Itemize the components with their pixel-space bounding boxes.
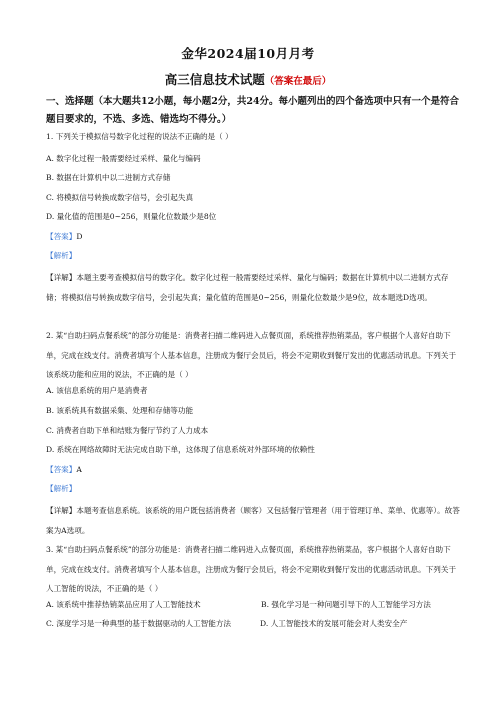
detail-text: 本题主要考查模拟信号的数字化。数字化过程一般需要经过采样、量化与编码；数据在计算机中以二进制方式存储；将模拟信号转换成数字信号，会引起失真；量化值的范围是0~256，则量化位数最少是9位，故本题选D选项。 xyxy=(46,273,449,302)
q3-option-b: B. 强化学习是一种问题引导下的人工智能学习方法 xyxy=(261,600,431,609)
page-title: 金华2024届10月月考 xyxy=(181,46,315,61)
q3-option-d: D. 人工智能技术的发展可能会对人类安全产 xyxy=(260,619,408,628)
page-subtitle xyxy=(0,70,496,88)
q2-analysis-tag: 【解析】 xyxy=(46,484,77,493)
q2-option-a: A. 该信息系统的用户是消费者 xyxy=(46,386,148,395)
q1-option-d: D. 量化值的范围是0~256，则量化位数最少是8位 xyxy=(46,212,217,221)
q1-option-c: C. 将模拟信号转换成数字信号，会引起失真 xyxy=(46,193,194,202)
q2-detail xyxy=(46,501,460,540)
q2-answer xyxy=(46,464,460,475)
q1-option-b: B. 数据在计算机中以二进制方式存储 xyxy=(46,173,171,182)
detail-tag: 【详解】 xyxy=(46,273,77,282)
q3-stem: 3. 某“自助扫码点餐系统”的部分功能是：消费者扫描二维码进入点餐页面，系统推荐热销菜品，客户根据个人喜好自助下单，完成在线支付。消费者填写个人基本信息，注册成为餐厅会员后，将会不定期收到餐厅发出的优惠活动讯息。下列关于人工智能的说法，不正确的是（ ） xyxy=(46,545,457,593)
q2-option-b: B. 该系统具有数据采集、处理和存储等功能 xyxy=(46,406,194,415)
q2-stem: 2. 某“自助扫码点餐系统”的部分功能是：消费者扫描二维码进入点餐页面，系统推荐热销菜品，客户根据个人喜好自助下单，完成在线支付。消费者填写个人基本信息，注册成为餐厅会员后，将会不定期收到餐厅发出的优惠活动讯息。下列关于该系统功能和应用的说法，不正确的是（ ） xyxy=(46,331,457,379)
answer-value: D xyxy=(76,232,83,241)
section-heading: 一、选择题（本大题共12小题，每小题2分，共24分。每小题列出的四个备选项中只有一个是符合题目要求的，不选、多选、错选均不得分。） xyxy=(46,96,460,125)
detail-text: 本题考查信息系统。该系统的用户既包括消费者（顾客）又包括餐厅管理者（用于管理订单、菜单、优惠等）。故答案为A选项。 xyxy=(46,506,460,535)
q1-analysis-tag: 【解析】 xyxy=(46,251,77,260)
q1-answer xyxy=(46,231,460,242)
answer-tag: 【答案】 xyxy=(46,465,77,474)
q2-option-c: C. 消费者自助下单和结账为餐厅节约了人力成本 xyxy=(46,426,209,435)
q2-option-d: D. 系统在网络故障时无法完成自助下单，这体现了信息系统对外部环境的依赖性 xyxy=(46,445,315,454)
q1-detail xyxy=(46,268,460,307)
subtitle-text: 高三信息技术试题 xyxy=(164,72,265,87)
subtitle-note: （答案在最后） xyxy=(264,76,332,87)
detail-tag: 【详解】 xyxy=(46,506,77,515)
q3-option-a: A. 该系统中推荐热销菜品应用了人工智能技术 xyxy=(46,600,201,609)
q3-option-c: C. 深度学习是一种典型的基于数据驱动的人工智能方法 xyxy=(46,619,232,628)
q1-option-a: A. 数字化过程一般需要经过采样、量化与编码 xyxy=(46,154,201,163)
q1-stem: 1. 下列关于模拟信号数字化过程的说法不正确的是（ ） xyxy=(46,132,233,141)
answer-value: A xyxy=(76,465,82,474)
answer-tag: 【答案】 xyxy=(46,232,77,241)
